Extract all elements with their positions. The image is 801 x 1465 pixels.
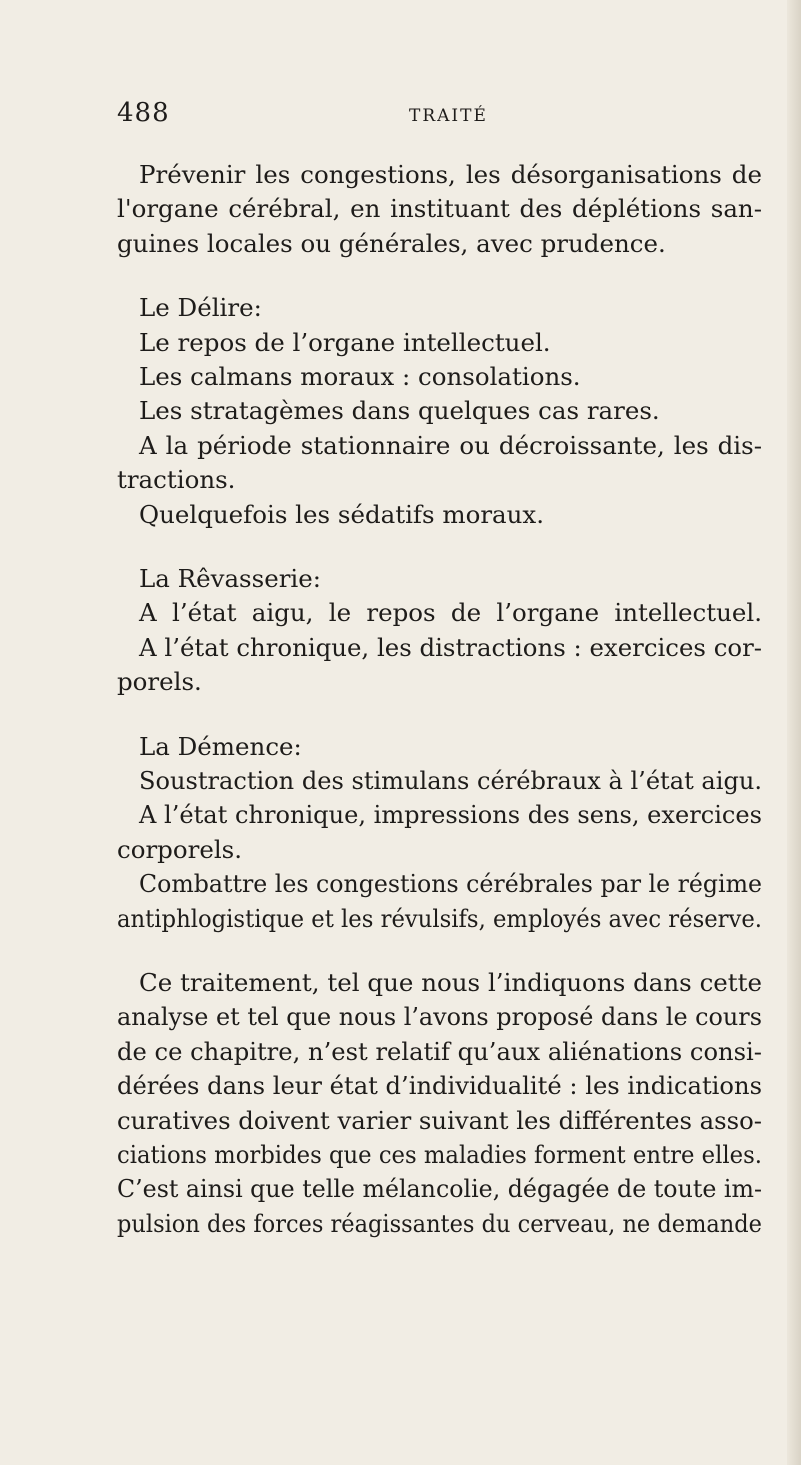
text-line: Le repos de l’organe intellectuel. xyxy=(139,327,551,357)
page-number: 488 xyxy=(117,98,170,128)
text-line: corporels. xyxy=(117,834,243,864)
text-line: Les calmans moraux : consolations. xyxy=(139,362,581,391)
text-line: Le Délire: xyxy=(139,293,262,323)
text-line: dérées dans leur état d’individualité : les indications xyxy=(117,1071,762,1101)
text-line: curatives doivent varier suivant les différentes asso- xyxy=(117,1105,762,1135)
text-line: l'organe cérébral, en instituant des déplétions san- xyxy=(117,194,762,224)
text-line: de ce chapitre, n’est relatif qu’aux aliénations consi- xyxy=(117,1036,762,1066)
text-line: Ce traitement, tel que nous l’indiquons dans cette xyxy=(139,968,762,997)
text-line: porels. xyxy=(117,667,202,697)
text-line: A la période stationnaire ou décroissante, les dis- xyxy=(139,430,762,460)
text-line: Les stratagèmes dans quelques cas rares. xyxy=(139,396,660,426)
text-line: Combattre les congestions cérébrales par le régime xyxy=(139,869,762,899)
text-line: Prévenir les congestions, les désorganisations de xyxy=(139,160,762,189)
text-line: C’est ainsi que telle mélancolie, dégagée de toute im- xyxy=(117,1174,762,1204)
text-line: La Rêvasserie: xyxy=(139,564,322,593)
text-line: guines locales ou générales, avec prudence. xyxy=(117,228,666,258)
running-head xyxy=(117,98,762,138)
text-line: A l’état chronique, les distractions : exercices cor- xyxy=(139,632,762,662)
text-line: ciations morbides que ces maladies forment entre elles. xyxy=(117,1140,762,1169)
page-edge-shadow xyxy=(787,0,801,1465)
running-title: TRAITÉ xyxy=(409,106,488,126)
text-line: antiphlogistique et les révulsifs, employés avec réserve. xyxy=(117,903,762,933)
text-line: tractions. xyxy=(117,465,236,495)
text-line: A l’état aigu, le repos de l’organe intellectuel. xyxy=(139,598,762,628)
text-line: analyse et tel que nous l’avons proposé dans le cours xyxy=(117,1002,762,1032)
text-line: pulsion des forces réagissantes du cerveau, ne demande xyxy=(117,1208,762,1238)
text-line: A l’état chronique, impressions des sens, exercices xyxy=(139,800,762,830)
text-line: Soustraction des stimulans cérébraux à l’état aigu. xyxy=(139,766,762,795)
text-line: Quelquefois les sédatifs moraux. xyxy=(139,499,545,529)
text-line: La Démence: xyxy=(139,731,302,761)
